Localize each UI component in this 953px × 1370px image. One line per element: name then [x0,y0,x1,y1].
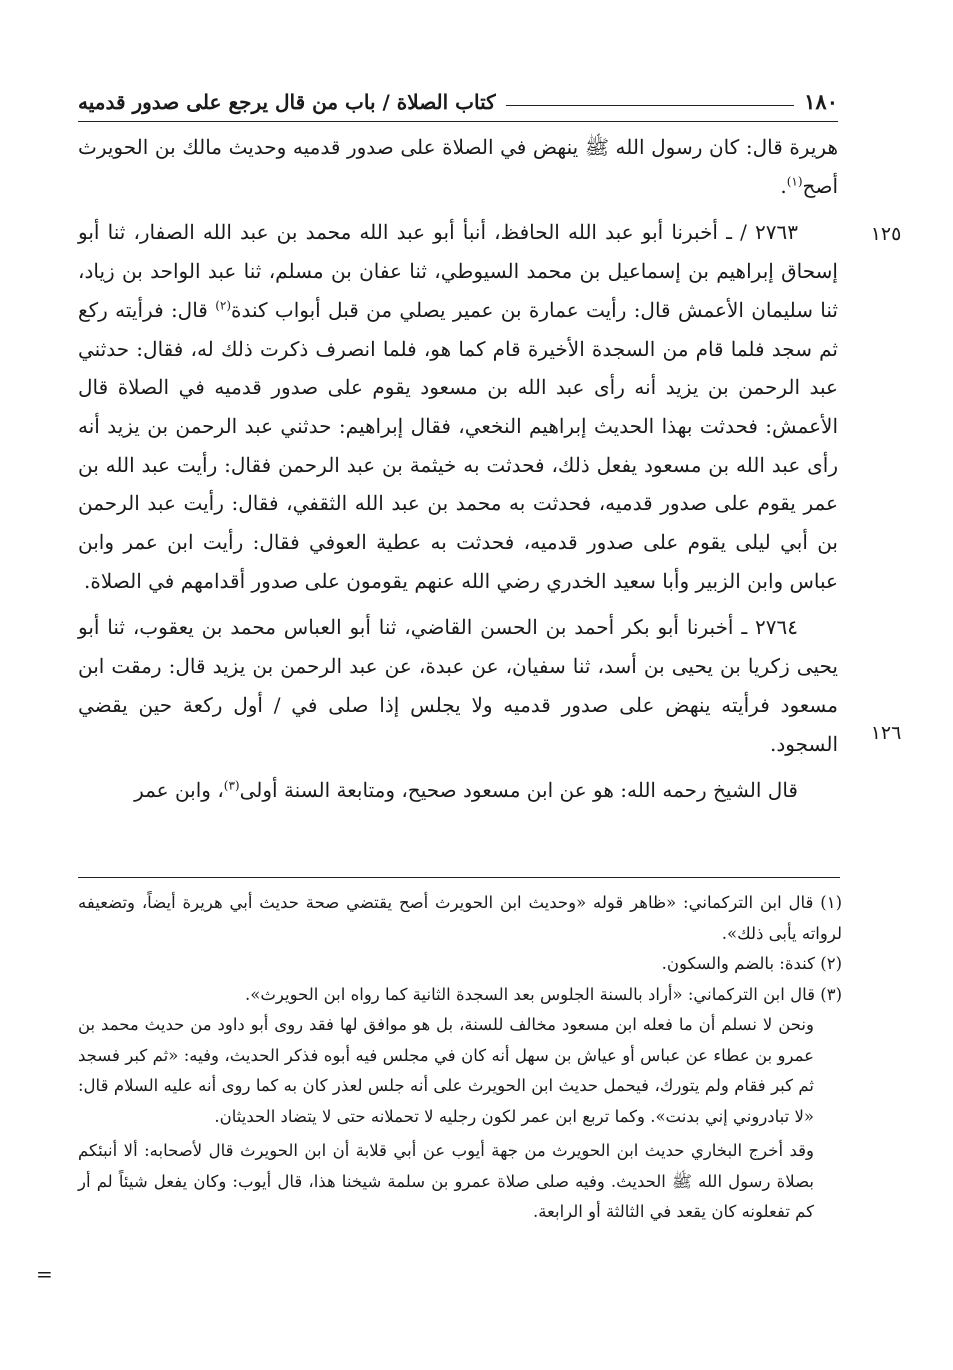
header-dash-line [506,105,795,106]
footnote-1: (١) قال ابن التركماني: «ظاهر قوله «وحديث ابن الحويرث أصح يقتضي صحة حديث أبي هريرة أيضاً، وتضعيفه لرواته يأبى ذلك». [78,893,842,943]
page-header [78,80,838,114]
footnote-rule [78,877,840,878]
footnote-ref-2[interactable]: (٢) [215,298,232,313]
footnote-ref-3[interactable]: (٣) [223,778,240,793]
page-mark: = [36,1262,53,1286]
footnotes [78,888,842,1228]
running-title: كتاب الصلاة / باب من قال يرجع على صدور قدميه [78,90,496,114]
footnote-2: (٢) كندة: بالضم والسكون. [661,954,842,973]
footnote-3: (٣) قال ابن التركماني: «أراد بالسنة الجلوس بعد السجدة الثانية كما رواه ابن الحويرث». [245,984,842,1004]
footnote-3-continuation-1: ونحن لا نسلم أن ما فعله ابن مسعود مخالف للسنة، بل هو موافق لها فقد روى أبو داود من حديث محمد بن عمرو بن عطاء عن عباس أو عياش بن سهل أنه كان في مجلس فيه أبوه فذكر الحديث، وفيه: «ثم كبر فسجد ثم كبر فقام ولم يتورك، فيحمل حديث ابن الحويرث على أنه جلس لعذر كان به كما روى أنه عليه السلام قال: «لا تبادروني إني بدنت». وكما تربع ابن عمر لكون رجليه لا تحملانه حتى لا يتضاد الحديثان. [78,1015,814,1126]
main-text [78,128,838,810]
paragraph-hadith-2763: ٢٧٦٣ / ـ أخبرنا أبو عبد الله الحافظ، أنبأ أبو عبد الله محمد بن عبد الله الصفار، ثنا أبو إسحاق إبراهيم بن إسماعيل بن محمد السيوطي، ثنا عفان بن مسلم، ثنا عبد الواحد بن زياد، ثنا سليمان الأعمش قال: رأيت عمارة بن عمير يصلي من قبل أبواب كندة$^{(٢)}$ قال: فرأيته ركع ثم سجد فلما قام من السجدة الأخيرة قام كما هو، فلما انصرف ذكرت ذلك له، فقال: حدثني عبد الرحمن بن يزيد أنه رأى عبد الله بن مسعود يقوم على صدور قدميه في الصلاة قال الأعمش: فحدثت بهذا الحديث إبراهيم النخعي، فقال إبراهيم: حدثني عبد الرحمن بن يزيد أنه رأى عبد الله بن مسعود يفعل ذلك، فحدثت به خيثمة بن عبد الرحمن فقال: رأيت عبد الله بن عمر يقوم على صدور قدميه، فحدثت به محمد بن عبد الله الثقفي، فقال: رأيت عبد الرحمن بن أبي ليلى يقوم على صدور قدميه، فحدثت به عطية العوفي فقال: رأيت ابن عمر وابن عباس وابن الزبير وأبا سعيد الخدري رضي الله عنهم يقومون على صدور أقدامهم في الصلاة. [78,220,838,593]
footnote-ref-1[interactable]: (١) [786,174,803,189]
margin-number-125: ١٢٥ [870,223,902,245]
header-rule [78,121,838,122]
footnote-3-continuation-2: وقد أخرج البخاري حديث ابن الحويرث من جهة أيوب عن أبي قلابة أن ابن الحويرث قال لأصحابه: ألا أنبئكم بصلاة رسول الله ﷺ الحديث. وفيه صلى صلاة عمرو بن سلمة شيخنا هذا، قال أيوب: وكان يفعل شيئاً لم أر كم تفعلونه كان يقعد في الثالثة أو الرابعة. [78,1141,814,1221]
paragraph-hadith-2764: ٢٧٦٤ ـ أخبرنا أبو بكر أحمد بن الحسن القاضي، ثنا أبو العباس محمد بن يعقوب، ثنا أبو يحيى زكريا بن يحيى بن أسد، ثنا سفيان، عن عبدة، عن عبد الرحمن بن يزيد قال: رمقت ابن مسعود فرأيته ينهض على صدور قدميه ولا يجلس إذا صلى في / أول ركعة حين يقضي السجود. [78,615,838,756]
margin-number-126: ١٢٦ [870,722,902,744]
paragraph-shaykh-comment: قال الشيخ رحمه الله: هو عن ابن مسعود صحيح، ومتابعة السنة أولى$^{(٣)}$، وابن عمر [134,778,798,803]
paragraph-1: هريرة قال: كان رسول الله ﷺ ينهض في الصلاة على صدور قدميه وحديث مالك بن الحويرث أصح$^{(١)}$. [78,135,838,198]
page-number: ١٨٠ [804,89,838,114]
